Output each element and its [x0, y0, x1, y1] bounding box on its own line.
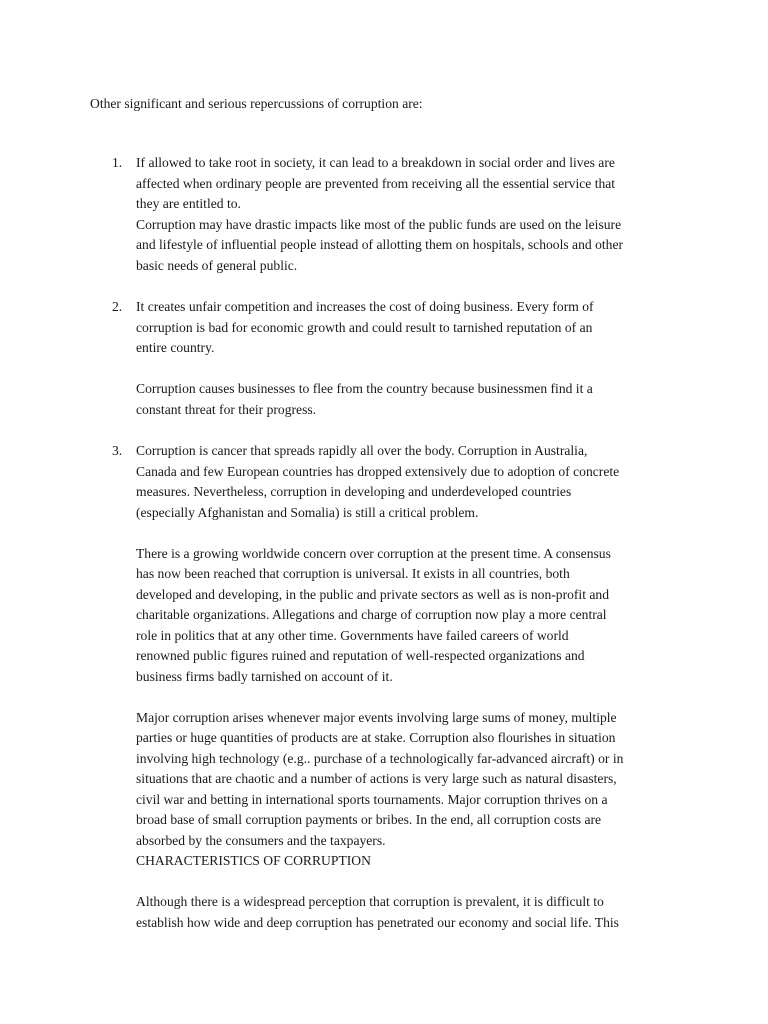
list-number: 3. [112, 443, 123, 458]
text-line: civil war and betting in international sports tournaments. Major corruption thrives on a [136, 791, 608, 807]
list-item-body [136, 153, 696, 276]
paragraph [136, 544, 696, 688]
text-line: affected when ordinary people are prevented from receiving all the essential service that [136, 175, 616, 191]
paragraph [136, 892, 696, 933]
text-line: (especially Afghanistan and Somalia) is still a critical problem. [136, 504, 479, 520]
text-line: situations that are chaotic and a number of actions is very large such as natural disasters, [136, 771, 617, 786]
text-line: involving high technology (e.g.. purchase of a technologically far-advanced aircraft) or in [136, 750, 624, 766]
text-line: basic needs of general public. [136, 257, 298, 273]
text-line: absorbed by the consumers and the taxpayers. [136, 832, 386, 848]
text-line: broad base of small corruption payments or bribes. In the end, all corruption costs are [136, 812, 602, 827]
paragraph [136, 441, 696, 523]
paragraph-gap [136, 687, 696, 708]
text-line: Although there is a widespread perception that corruption is prevalent, it is difficult to [136, 894, 604, 909]
text-line: role in politics that at any other time. Governments have failed careers of world [136, 627, 569, 643]
text-line: Major corruption arises whenever major events involving large sums of money, multiple [136, 709, 617, 725]
text-line: business firms badly tarnished on account of it. [136, 668, 393, 684]
list-item-body [136, 441, 696, 933]
paragraph-gap [136, 872, 696, 893]
text-line: Corruption is cancer that spreads rapidly all over the body. Corruption in Australia, [136, 443, 588, 458]
text-line: measures. Nevertheless, corruption in developing and underdeveloped countries [136, 484, 572, 499]
list-item-body [136, 297, 696, 420]
text-line: they are entitled to. [136, 196, 241, 211]
text-line: Corruption causes businesses to flee from the country because businessmen find it a [136, 381, 593, 396]
paragraph [136, 708, 696, 872]
paragraph [136, 379, 696, 420]
paragraph-gap [136, 359, 696, 380]
text-line: Corruption may have drastic impacts like most of the public funds are used on the leisure [136, 216, 622, 232]
text-line: It creates unfair competition and increases the cost of doing business. Every form of [136, 299, 594, 314]
text-line: charitable organizations. Allegations and charge of corruption now play a more central [136, 607, 607, 622]
section-heading: CHARACTERISTICS OF CORRUPTION [136, 853, 371, 868]
text-line: Canada and few European countries has dropped extensively due to adoption of concrete [136, 463, 620, 479]
text-line: There is a growing worldwide concern over corruption at the present time. A consensus [136, 545, 611, 561]
text-line: corruption is bad for economic growth and could result to tarnished reputation of an [136, 319, 593, 335]
list-number: 2. [112, 299, 123, 314]
text-line: establish how wide and deep corruption has penetrated our economy and social life. This [136, 914, 619, 930]
paragraph [136, 153, 696, 276]
paragraph-gap [136, 523, 696, 544]
text-line: and lifestyle of influential people instead of allotting them on hospitals, schools and other [136, 237, 624, 252]
text-line: constant threat for their progress. [136, 401, 317, 417]
text-line: If allowed to take root in society, it can lead to a breakdown in social order and lives are [136, 155, 615, 170]
intro-text: Other significant and serious repercussions of corruption are: [90, 96, 423, 111]
paragraph [136, 297, 696, 359]
text-line: parties or huge quantities of products are at stake. Corruption also flourishes in situation [136, 730, 616, 745]
text-line: developed and developing, in the public and private sectors as well as is non-profit and [136, 586, 610, 602]
text-line: renowned public figures ruined and reputation of well-respected organizations and [136, 648, 585, 663]
text-line: entire country. [136, 340, 215, 355]
list-number: 1. [112, 155, 123, 170]
text-line: has now been reached that corruption is universal. It exists in all countries, both [136, 566, 570, 581]
